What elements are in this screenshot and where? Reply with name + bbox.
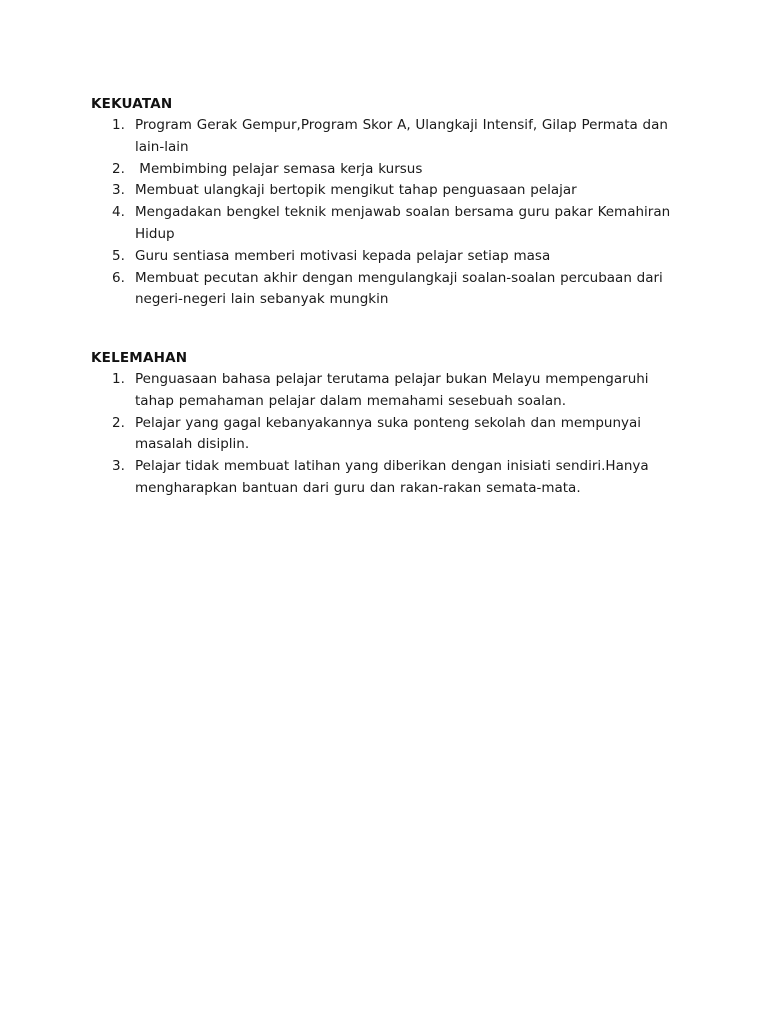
list-text: Penguasaan bahasa pelajar terutama pelajar bukan Melayu mempengaruhi tahap pemahaman pelajar dalam memahami sesebuah soalan. [135, 371, 649, 409]
list-text: Pelajar tidak membuat latihan yang diberikan dengan inisiati sendiri.Hanya mengharapkan bantuan dari guru dan rakan-rakan semata-mata. [135, 458, 649, 496]
list-number: 5. [112, 247, 125, 264]
list-number: 6. [112, 269, 125, 286]
list-number: 4. [112, 204, 125, 221]
list-item [91, 246, 691, 268]
kelemahan-section [91, 348, 691, 500]
list-item [91, 180, 691, 202]
kelemahan-heading: KELEMAHAN [91, 350, 188, 366]
list-item [91, 268, 691, 312]
kekuatan-heading: KEKUATAN [91, 96, 173, 112]
list-text: Program Gerak Gempur,Program Skor A, Ulangkaji Intensif, Gilap Permata dan lain-lain [135, 117, 668, 155]
list-text: Membuat ulangkaji bertopik mengikut tahap penguasaan pelajar [135, 182, 577, 199]
list-text: Guru sentiasa memberi motivasi kepada pelajar setiap masa [135, 247, 551, 264]
list-item [91, 369, 691, 413]
list-text: Mengadakan bengkel teknik menjawab soalan bersama guru pakar Kemahiran Hidup [135, 204, 671, 242]
list-item [91, 202, 691, 246]
list-number: 1. [112, 117, 125, 133]
kelemahan-list [91, 369, 691, 500]
list-number: 2. [112, 160, 125, 177]
list-number: 3. [112, 458, 125, 475]
list-item [91, 115, 691, 159]
list-number: 3. [112, 182, 125, 199]
list-item [91, 413, 691, 457]
list-number: 2. [112, 414, 125, 431]
list-text: Pelajar yang gagal kebanyakannya suka ponteng sekolah dan mempunyai masalah disiplin. [135, 414, 642, 453]
list-item [91, 456, 691, 500]
list-text: Membuat pecutan akhir dengan mengulangkaji soalan-soalan percubaan dari negeri-negeri lain sebanyak mungkin [135, 269, 663, 308]
kekuatan-section [91, 94, 691, 311]
kekuatan-list [91, 115, 691, 311]
list-text: Membimbing pelajar semasa kerja kursus [135, 160, 423, 177]
list-item [91, 159, 691, 181]
list-number: 1. [112, 371, 125, 387]
